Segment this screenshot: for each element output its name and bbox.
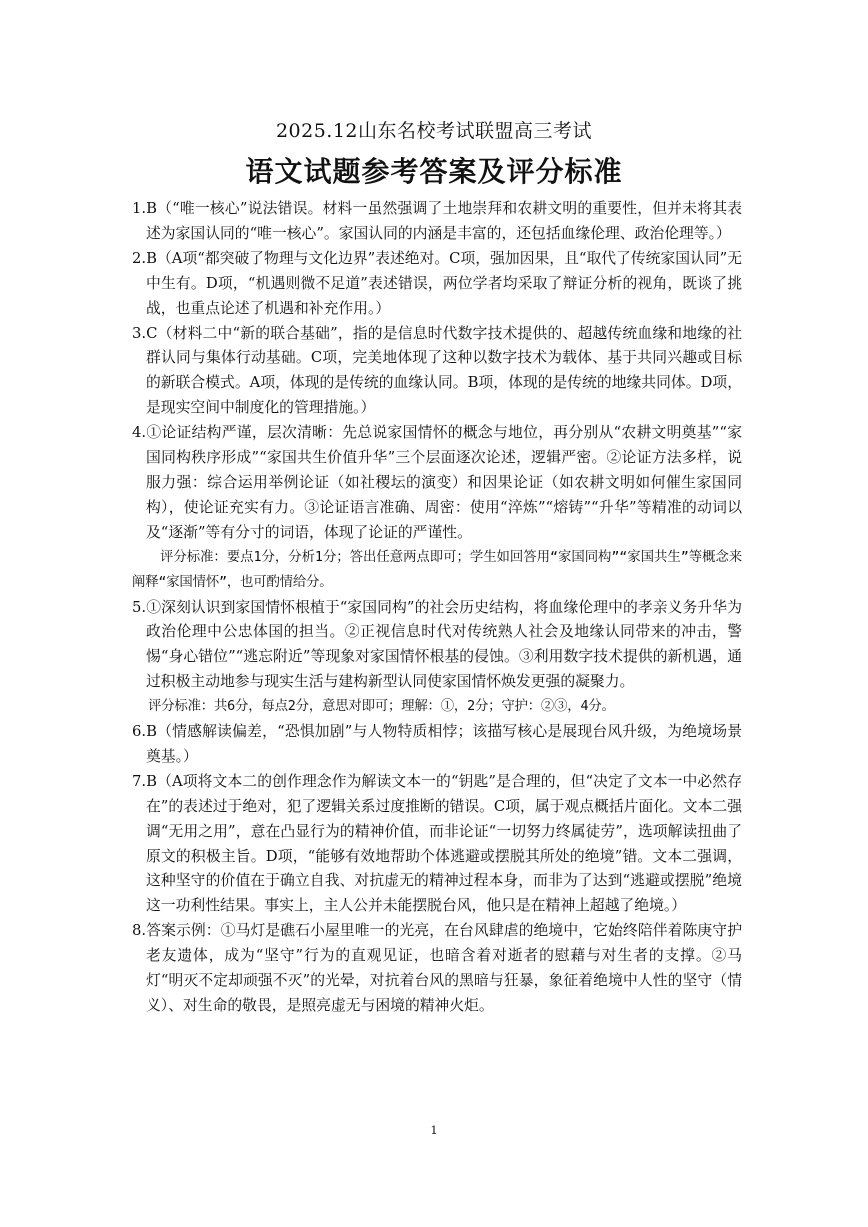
scoring-standard-4: 评分标准：要点1分，分析1分；答出任意两点即可；学生如回答用“家国同构”“家国共生”等概念来阐释“家国情怀”，也可酌情给分。	[132, 549, 742, 590]
document-title: 语文试题参考答案及评分标准	[245, 155, 623, 188]
answer-item-6: 6.B（情感解读偏差，“恐惧加剧”与人物特质相悖；该描写核心是展现台风升级，为绝境场景奠基。）	[132, 723, 742, 765]
answer-item-1: 1.B（“唯一核心”说法错误。材料一虽然强调了土地崇拜和农耕文明的重要性，但并未将其表述为家国认同的“唯一核心”。家国认同的内涵是丰富的，还包括血缘伦理、政治伦理等。）	[132, 200, 742, 242]
answer-list	[132, 197, 742, 1019]
answer-item-7: 7.B（A项将文本二的创作理念作为解读文本一的“钥匙”是合理的，但“决定了文本一中必然存在”的表述过于绝对，犯了逻辑关系过度推断的错误。C项，属于观点概括片面化。文本二强调“无用之用”，意在凸显行为的精神价值，而非论证“一切努力终属徒劳”，选项解读扭曲了原文的积极主旨。D项，“能够有效地帮助个体逃避或摆脱其所处的绝境”错。文本二强调，这种坚守的价值在于确立自我、对抗虚无的精神过程本身，而非为了达到“逃避或摆脱”绝境这一功利性结果。事实上，主人公并未能摆脱台风，他只是在精神上超越了绝境。）	[132, 772, 742, 915]
answer-item-4: 4.①论证结构严谨，层次清晰：先总说家国情怀的概念与地位，再分别从“农耕文明奠基”“家国同构秩序形成”“家国共生价值升华”三个层面逐次论述，逻辑严密。②论证方法多样，说服力强：综合运用举例论证（如社稷坛的演变）和因果论证（如农耕文明如何催生家国同构），使论证充实有力。③论证语言准确、周密：使用“淬炼”“熔铸”“升华”等精准的动词以及“逐渐”等有分寸的词语，体现了论证的严谨性。	[132, 424, 742, 541]
answer-item-8: 8.答案示例：①马灯是礁石小屋里唯一的光亮，在台风肆虐的绝境中，它始终陪伴着陈庚守护老友遗体，成为“坚守”行为的直观见证，也暗含着对逝者的慰藉与对生者的支撑。②马灯“明灭不定却顽强不灭”的光晕，对抗着台风的黑暗与狂暴，象征着绝境中人性的坚守（情义）、对生命的敬畏，是照亮虚无与困境的精神火炬。	[132, 922, 742, 1014]
scoring-standard-5: 评分标准：共6分，每点2分，意思对即可；理解：①，2分；守护：②③，4分。	[148, 699, 615, 715]
answer-item-2: 2.B（A项“都突破了物理与文化边界”表述绝对。C项，强加因果，且“取代了传统家国认同”无中生有。D项，“机遇则微不足道”表述错误，两位学者均采取了辩证分析的视角，既谈了挑战，也重点论述了机遇和补充作用。）	[132, 249, 742, 317]
page-number: 1	[430, 1124, 438, 1137]
answer-item-5: 5.①深刻认识到家国情怀根植于“家国同构”的社会历史结构，将血缘伦理中的孝亲义务升华为政治伦理中公忠体国的担当。②正视信息时代对传统熟人社会及地缘认同带来的冲击，警惕“身心错位”“逃忘附近”等现象对家国情怀根基的侵蚀。③利用数字技术提供的新机遇，通过积极主动地参与现实生活与建构新型认同使家国情怀焕发更强的凝聚力。	[132, 598, 742, 691]
exam-subtitle: 2025.12山东名校考试联盟高三考试	[275, 120, 593, 142]
answer-item-3: 3.C（材料二中“新的联合基础”，指的是信息时代数字技术提供的、超越传统血缘和地缘的社群认同与集体行动基础。C项，完美地体现了这种以数字技术为载体、基于共同兴趣或目标的新联合模式。A项，体现的是传统的血缘认同。B项，体现的是传统的地缘共同体。D项，是现实空间中制度化的管理措施。）	[132, 324, 742, 417]
